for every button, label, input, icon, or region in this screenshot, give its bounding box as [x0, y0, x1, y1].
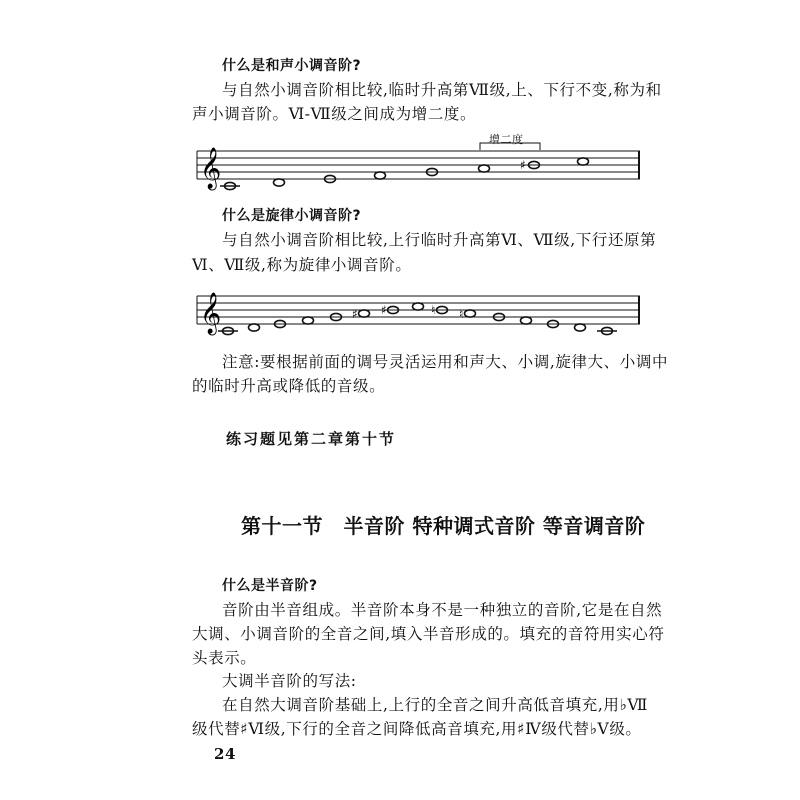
page-number: 24: [214, 745, 237, 763]
note-d-up: [303, 317, 314, 324]
note-text-line-2: 的临时升高或降低的音级。: [192, 377, 386, 395]
natural-icon: ♮: [431, 303, 436, 317]
melodic-minor-text-line-1: 与自然小调音阶相比较,上行临时升高第Ⅵ、Ⅶ级,下行还原第: [222, 231, 657, 249]
melodic-minor-text-line-2: Ⅵ、Ⅶ级,称为旋律小调音阶。: [192, 256, 412, 274]
sharp-icon: ♯: [381, 303, 387, 317]
note-text-line-1: 注意:要根据前面的调号灵活运用和声大、小调,旋律大、小调中: [222, 353, 669, 371]
chromatic-p1-line-2: 大调、小调音阶的全音之间,填入半音形成的。填充的音符用实心符: [192, 625, 665, 643]
harmonic-minor-question: 什么是和声小调音阶?: [222, 58, 362, 74]
harmonic-minor-text-line-1: 与自然小调音阶相比较,临时升高第Ⅶ级,上、下行不变,称为和: [222, 81, 662, 99]
chromatic-p1-line-1: 音阶由半音组成。半音阶本身不是一种独立的音阶,它是在自然: [222, 601, 663, 619]
section-title: 第十一节 半音阶 特种调式音阶 等音调音阶: [241, 514, 646, 538]
chromatic-p1-line-3: 头表示。: [192, 649, 257, 667]
harmonic-minor-text-line-2: 声小调音阶。Ⅵ-Ⅶ级之间成为增二度。: [192, 105, 477, 123]
treble-clef-icon: 𝄞: [200, 293, 222, 334]
note-f-natural-down: [465, 310, 476, 317]
melodic-minor-question: 什么是旋律小调音阶?: [222, 208, 362, 224]
note-f-sharp-up: [359, 310, 370, 317]
natural-icon: ♮: [459, 307, 464, 321]
treble-clef-icon: 𝄞: [200, 148, 222, 189]
note-a-top: [413, 303, 424, 310]
sharp-icon: ♯: [352, 307, 358, 321]
note-b-down: [575, 324, 586, 331]
chromatic-p3-line-2: 级代替♯Ⅵ级,下行的全音之间降低高音填充,用♯Ⅳ级代替♭Ⅴ级。: [192, 720, 642, 738]
sharp-icon: ♯: [520, 158, 526, 172]
chromatic-question: 什么是半音阶?: [222, 578, 318, 594]
note-b-up: [249, 324, 260, 331]
exercise-reference: 练习题见第二章第十节: [226, 430, 397, 448]
chromatic-p3-line-1: 在自然大调音阶基础上,上行的全音之间升高低音填充,用♭Ⅶ: [222, 696, 648, 714]
chromatic-p2: 大调半音阶的写法:: [222, 672, 357, 690]
augmented-second-label: 增二度: [489, 133, 524, 146]
note-d-down: [521, 317, 532, 324]
